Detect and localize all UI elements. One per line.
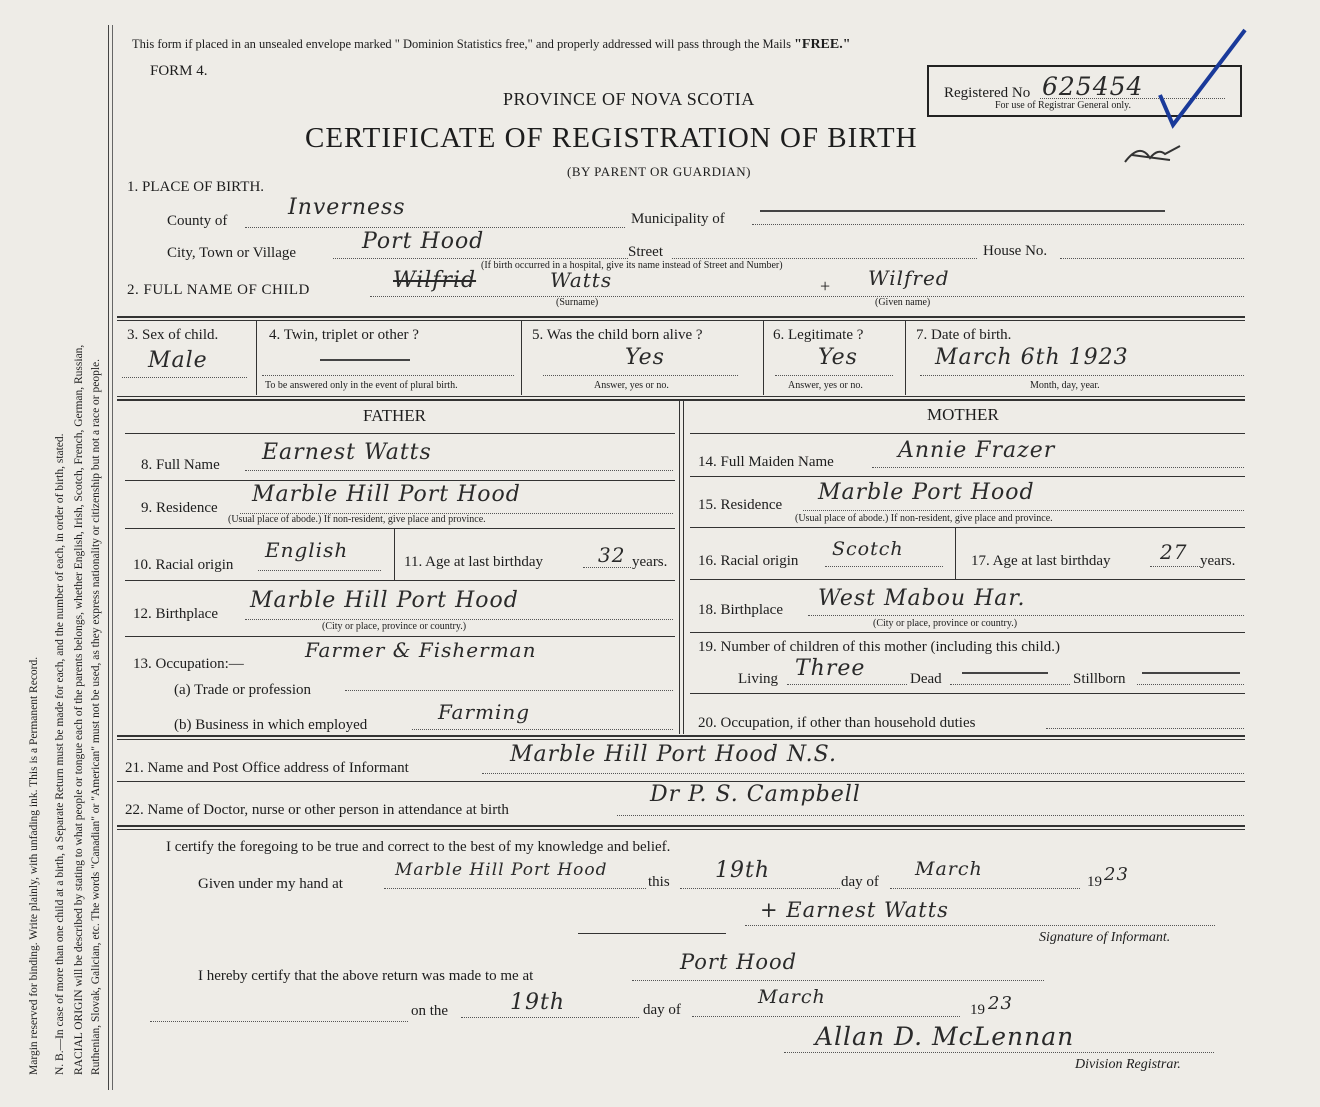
dayof-label: day of	[841, 874, 879, 890]
mother-birthplace-note: (City or place, province or country.)	[873, 618, 1018, 629]
twin-label: 4. Twin, triplet or other ?	[269, 327, 419, 343]
dob-label: 7. Date of birth.	[916, 327, 1012, 343]
place-of-birth-heading: 1. PLACE OF BIRTH.	[127, 179, 265, 195]
binding-margin-line	[108, 25, 109, 1090]
twin-note: To be answered only in the event of plural birth.	[265, 380, 458, 391]
mother-name-value[interactable]: Annie Frazer	[898, 438, 1056, 463]
given-day-value[interactable]: 19th	[715, 858, 771, 883]
father-years-label: years.	[632, 554, 668, 570]
children-count-label: 19. Number of children of this mother (including this child.)	[698, 639, 1061, 655]
house-no-label: House No.	[983, 243, 1048, 259]
father-occupation-value[interactable]: Farmer & Fisherman	[305, 638, 537, 662]
registrar-general-note: For use of Registrar General only.	[995, 100, 1131, 111]
mother-residence-value[interactable]: Marble Port Hood	[818, 480, 1035, 505]
column-divider	[679, 401, 680, 734]
county-label: County of	[167, 213, 228, 229]
legitimate-label: 6. Legitimate ?	[773, 327, 864, 343]
father-racial-label: 10. Racial origin	[133, 557, 234, 573]
municipality-label: Municipality of	[631, 211, 725, 227]
business-value[interactable]: Farming	[438, 700, 531, 724]
born-alive-label: 5. Was the child born alive ?	[532, 327, 703, 343]
margin-note: Margin reserved for binding. Write plainly, with unfading ink. This is a Permanent Record.	[28, 656, 40, 1075]
onthe-label: on the	[411, 1003, 449, 1019]
city-value[interactable]: Port Hood	[362, 229, 485, 254]
racial-origin-note-2: Ruthenian, Slovak, Galician, etc. The words "Canadian" or "American" must not be used, as they express nationality or citizenship but not a race or people.	[90, 358, 102, 1075]
dead-dash	[962, 672, 1048, 674]
informant-signature: + Earnest Watts	[760, 898, 949, 922]
given-month-value[interactable]: March	[915, 858, 983, 880]
mother-birthplace-value[interactable]: West Mabou Har.	[818, 586, 1026, 611]
mother-age-label: 17. Age at last birthday	[971, 553, 1111, 569]
stillborn-label: Stillborn	[1073, 671, 1126, 687]
return-place-value[interactable]: Port Hood	[680, 950, 798, 974]
page-title: CERTIFICATE OF REGISTRATION OF BIRTH	[305, 122, 918, 154]
dead-label: Dead	[910, 671, 942, 687]
mother-residence-label: 15. Residence	[698, 497, 783, 513]
mother-occupation-label: 20. Occupation, if other than household duties	[698, 715, 976, 731]
return-statement: I hereby certify that the above return was made to me at	[198, 968, 534, 984]
dob-value[interactable]: March 6th 1923	[935, 345, 1129, 370]
father-age-value[interactable]: 32	[598, 543, 626, 567]
father-birthplace-note: (City or place, province or country.)	[322, 621, 467, 632]
father-residence-label: 9. Residence	[141, 500, 218, 516]
city-label: City, Town or Village	[167, 245, 297, 261]
plural-birth-note: N. B.—In case of more than one child at a birth, a Separate Return must be made for each, and the number of each, in order of birth, stated.	[54, 433, 66, 1075]
twin-dash	[320, 359, 410, 361]
surname-caption: (Surname)	[556, 297, 599, 308]
living-value[interactable]: Three	[795, 656, 866, 681]
attendant-label: 22. Name of Doctor, nurse or other person in attendance at birth	[125, 802, 509, 818]
child-surname[interactable]: Watts	[550, 268, 613, 292]
given-place-value[interactable]: Marble Hill Port Hood	[395, 860, 608, 880]
father-occupation-label: 13. Occupation:—	[133, 656, 244, 672]
dayof2-label: day of	[643, 1002, 681, 1018]
dob-note: Month, day, year.	[1030, 380, 1100, 391]
check-mark-icon	[1155, 25, 1250, 135]
registrar-label: Division Registrar.	[1075, 1057, 1181, 1072]
return-month-value[interactable]: March	[758, 986, 826, 1008]
father-heading: FATHER	[363, 406, 426, 425]
father-abode-note: (Usual place of abode.) If non-resident, give place and province.	[228, 514, 486, 525]
business-label: (b) Business in which employed	[174, 717, 368, 733]
father-age-label: 11. Age at last birthday	[404, 554, 543, 570]
municipality-dash	[760, 210, 1165, 212]
binding-margin-line-2	[112, 25, 113, 1090]
cross-mark: +	[820, 276, 831, 296]
child-name-struck: Wilfrid	[393, 268, 477, 293]
stillborn-dash	[1142, 672, 1240, 674]
given-year-value[interactable]: 23	[1104, 864, 1129, 885]
attendant-value[interactable]: Dr P. S. Campbell	[650, 782, 861, 807]
born-alive-value[interactable]: Yes	[625, 345, 665, 370]
father-name-value[interactable]: Earnest Watts	[262, 440, 432, 465]
mother-racial-label: 16. Racial origin	[698, 553, 799, 569]
trade-label: (a) Trade or profession	[174, 682, 312, 698]
given-label: Given under my hand at	[198, 876, 343, 892]
signature-label: Signature of Informant.	[1039, 930, 1171, 945]
racial-origin-note-1: RACIAL ORIGIN will be described by stating to what people or tongue each of the parents belongs, whether English, Irish, Scotch, French, German, Russian,	[73, 344, 85, 1075]
father-name-label: 8. Full Name	[141, 457, 220, 473]
street-label: Street	[628, 244, 663, 260]
sex-value[interactable]: Male	[148, 348, 208, 373]
this-label: this	[648, 874, 670, 890]
informant-label: 21. Name and Post Office address of Informant	[125, 760, 409, 776]
mother-abode-note: (Usual place of abode.) If non-resident, give place and province.	[795, 513, 1053, 524]
mother-age-value[interactable]: 27	[1160, 540, 1188, 564]
hospital-note: (If birth occurred in a hospital, give its name instead of Street and Number)	[481, 260, 783, 271]
top-notice: This form if placed in an unsealed envelope marked " Dominion Statistics free," and properly addressed will pass through the Mails "FREE."	[132, 37, 851, 52]
form-number: FORM 4.	[150, 63, 208, 79]
legitimate-value[interactable]: Yes	[818, 345, 858, 370]
return-year-value[interactable]: 23	[988, 993, 1013, 1014]
registered-number: 625454	[1042, 72, 1144, 101]
legitimate-note: Answer, yes or no.	[788, 380, 863, 391]
province-heading: PROVINCE OF NOVA SCOTIA	[503, 89, 755, 109]
child-name-label: 2. FULL NAME OF CHILD	[127, 282, 310, 298]
father-birthplace-value[interactable]: Marble Hill Port Hood	[250, 588, 519, 613]
born-alive-note: Answer, yes or no.	[594, 380, 669, 391]
father-racial-value[interactable]: English	[265, 538, 349, 562]
mother-years-label: years.	[1200, 553, 1236, 569]
given-year-prefix: 19	[1087, 874, 1102, 890]
registered-label: Registered No	[944, 85, 1031, 101]
father-residence-value[interactable]: Marble Hill Port Hood	[252, 482, 521, 507]
mother-name-label: 14. Full Maiden Name	[698, 454, 834, 470]
return-year-prefix: 19	[970, 1002, 985, 1018]
county-value[interactable]: Inverness	[288, 195, 406, 220]
mother-birthplace-label: 18. Birthplace	[698, 602, 783, 618]
initials-mark-icon	[1120, 140, 1185, 170]
father-birthplace-label: 12. Birthplace	[133, 606, 218, 622]
mother-heading: MOTHER	[927, 405, 999, 424]
given-name-caption: (Given name)	[875, 297, 931, 308]
sex-label: 3. Sex of child.	[127, 327, 219, 343]
certify-statement: I certify the foregoing to be true and correct to the best of my knowledge and belief.	[166, 839, 671, 855]
subtitle: (BY PARENT OR GUARDIAN)	[567, 164, 752, 179]
registrar-signature: Allan D. McLennan	[815, 1022, 1075, 1051]
child-given-name[interactable]: Wilfred	[868, 266, 950, 290]
mother-racial-value[interactable]: Scotch	[832, 538, 904, 560]
informant-value[interactable]: Marble Hill Port Hood N.S.	[510, 742, 837, 767]
return-day-value[interactable]: 19th	[510, 990, 566, 1015]
living-label: Living	[738, 671, 778, 687]
